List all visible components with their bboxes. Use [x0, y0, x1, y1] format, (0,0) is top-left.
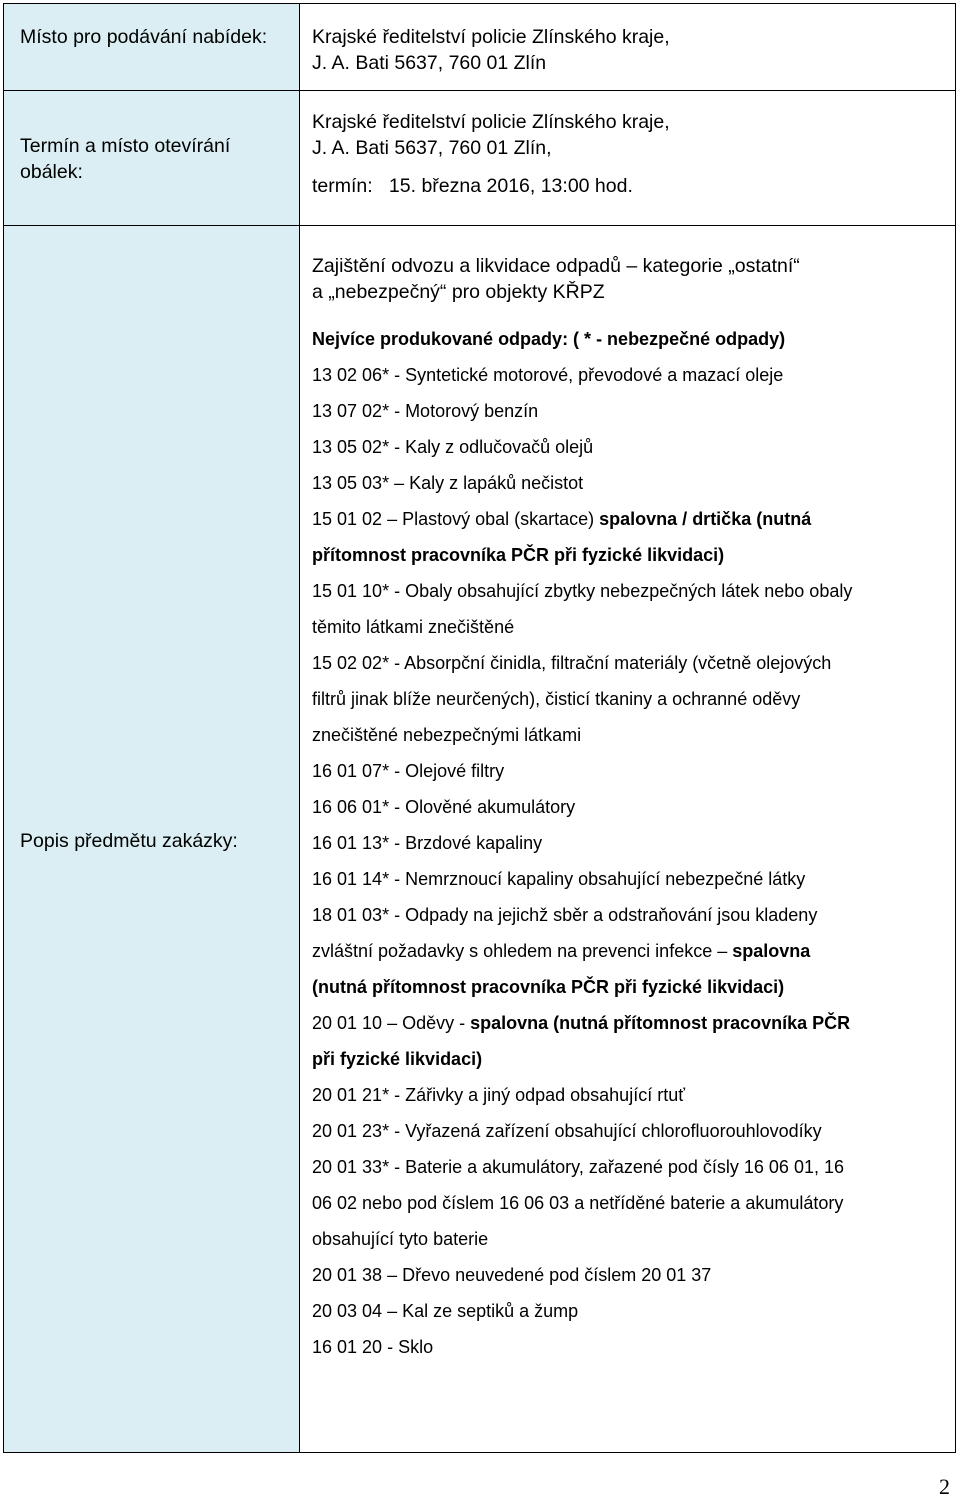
list-item: 20 01 33* - Baterie a akumulátory, zařazené pod čísly 16 06 01, 16 — [312, 1157, 844, 1177]
termin-value-line-1: Krajské ředitelství policie Zlínského kraje, — [312, 111, 670, 133]
page-number: 2 — [939, 1474, 950, 1499]
list-item: obsahující tyto baterie — [312, 1229, 489, 1249]
termin-value-line-2: J. A. Bati 5637, 760 01 Zlín, — [312, 137, 552, 159]
popis-title-line-2: a „nebezpečný“ pro objekty KŘPZ — [312, 281, 605, 303]
list-item — [300, 501, 955, 537]
misto-value-line-1: Krajské ředitelství policie Zlínského kraje, — [312, 26, 670, 48]
list-item: při fyzické likvidaci) — [312, 1049, 483, 1069]
list-item: 20 01 23* - Vyřazená zařízení obsahující chlorofluorouhlovodíky — [312, 1121, 822, 1141]
popis-value-cell — [300, 226, 956, 1453]
termin-label-cell — [4, 91, 300, 226]
list-item — [300, 933, 955, 969]
list-item-emphasis: spalovna (nutná přítomnost pracovníka PČR — [470, 1013, 851, 1033]
list-item: 20 03 04 – Kal ze septiků a žump — [312, 1301, 579, 1321]
list-item: 06 02 nebo pod číslem 16 06 03 a netříděné baterie a akumulátory — [312, 1193, 844, 1213]
misto-value-cell — [300, 4, 956, 91]
popis-title-line-1: Zajištění odvozu a likvidace odpadů – kategorie „ostatní“ — [312, 255, 800, 277]
list-item: 16 01 07* - Olejové filtry — [312, 761, 505, 781]
list-item: přítomnost pracovníka PČR při fyzické likvidaci) — [312, 545, 725, 565]
termin-label: Termín a místo otevírání obálek: — [20, 135, 231, 183]
list-item: 13 05 03* – Kaly z lapáků nečistot — [312, 473, 584, 493]
list-item: filtrů jinak blíže neurčených), čisticí tkaniny a ochranné oděvy — [312, 689, 801, 709]
termin-value-line-3: termín: 15. března 2016, 13:00 hod. — [312, 175, 633, 197]
misto-value-line-2: J. A. Bati 5637, 760 01 Zlín — [312, 52, 547, 74]
misto-label-cell — [4, 4, 300, 91]
list-item: 15 01 10* - Obaly obsahující zbytky nebezpečných látek nebo obaly — [312, 581, 853, 601]
list-item: 16 01 20 - Sklo — [312, 1337, 434, 1357]
list-item-emphasis: spalovna / drtička (nutná — [599, 509, 812, 529]
list-item-text: zvláštní požadavky s ohledem na prevenci infekce – — [312, 941, 733, 961]
popis-label: Popis předmětu zakázky: — [20, 830, 238, 852]
list-item: 13 05 02* - Kaly z odlučovačů olejů — [312, 437, 594, 457]
list-item: znečištěné nebezpečnými látkami — [312, 725, 582, 745]
list-item: těmito látkami znečištěné — [312, 617, 515, 637]
popis-subtitle: Nejvíce produkované odpady: ( * - nebezpečné odpady) — [312, 329, 786, 349]
list-item: 13 02 06* - Syntetické motorové, převodové a mazací oleje — [312, 365, 784, 385]
list-item: (nutná přítomnost pracovníka PČR při fyzické likvidaci) — [312, 977, 785, 997]
list-item: 16 06 01* - Olověné akumulátory — [312, 797, 576, 817]
list-item — [300, 1005, 955, 1041]
list-item: 16 01 14* - Nemrznoucí kapaliny obsahující nebezpečné látky — [312, 869, 806, 889]
list-item: 20 01 38 – Dřevo neuvedené pod číslem 20 01 37 — [312, 1265, 712, 1285]
popis-label-cell — [4, 226, 300, 1453]
list-item: 18 01 03* - Odpady na jejichž sběr a odstraňování jsou kladeny — [312, 905, 818, 925]
tender-info-table — [3, 3, 956, 1453]
list-item-text: 20 01 10 – Oděvy - — [312, 1013, 471, 1033]
list-item: 20 01 21* - Zářivky a jiný odpad obsahující rtuť — [312, 1085, 685, 1105]
list-item: 16 01 13* - Brzdové kapaliny — [312, 833, 543, 853]
misto-label: Místo pro podávání nabídek: — [20, 26, 268, 48]
termin-value-cell — [300, 91, 956, 226]
list-item-emphasis: spalovna — [732, 941, 811, 961]
list-item: 15 02 02* - Absorpční činidla, filtrační materiály (včetně olejových — [312, 653, 832, 673]
list-item-text: 15 01 02 – Plastový obal (skartace) — [312, 509, 600, 529]
list-item: 13 07 02* - Motorový benzín — [312, 401, 539, 421]
